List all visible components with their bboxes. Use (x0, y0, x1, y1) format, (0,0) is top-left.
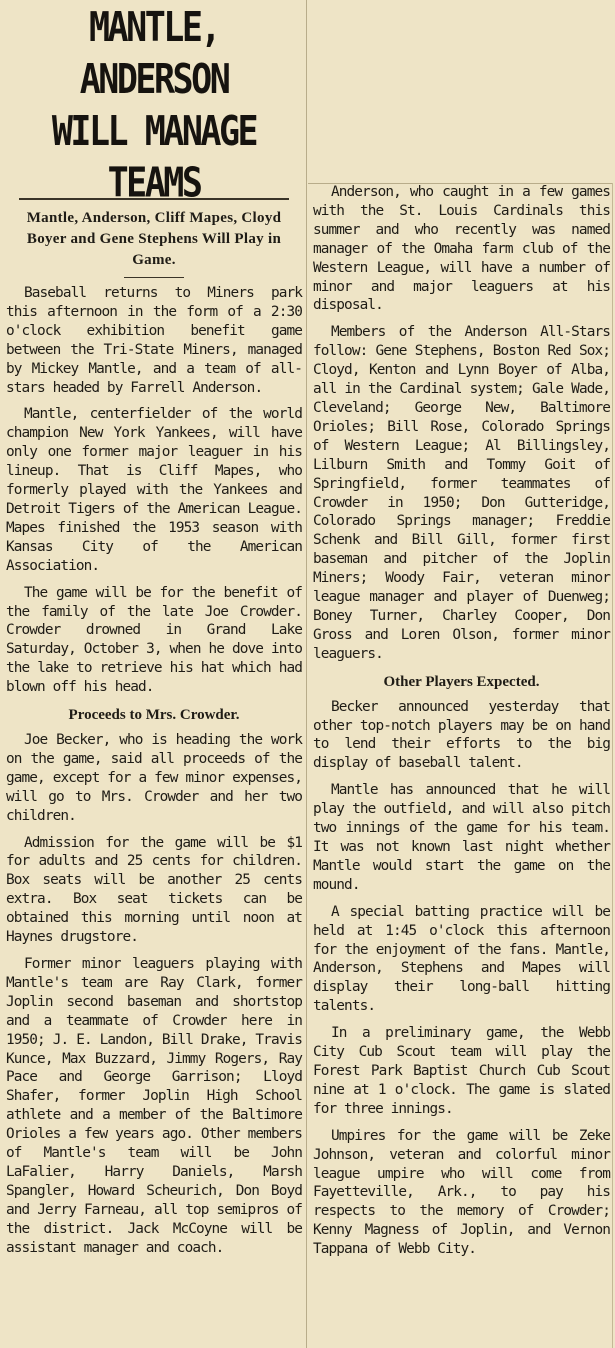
paragraph: A special batting practice will be held at 1:45 o'clock this afternoon for the enjoyment of the fans. Mantle, Anderson, Stephens and Mapes will display their long-ball hitting talents. (313, 903, 610, 1015)
subheading: Proceeds to Mrs. Crowder. (68, 707, 240, 724)
paragraph: Joe Becker, who is heading the work on the game, said all proceeds of the game, except for a few minor expenses, will go to Mrs. Crowder and her two children. (6, 732, 302, 824)
paragraph: Former minor leaguers playing with Mantle's team are Ray Clark, former Joplin second baseman and shortstop and a teammate of Crowder here in 1950; J. E. Landon, Bill Drake, Travis Kunce, Max Buzzard, Jimmy Rogers, Ray Pace and George Garrison; Lloyd Shafer, former Joplin High School athlete and a member of the Baltimore Orioles a few years ago. Other members of Mantle's team will be John LaFalier, Harry Daniels, Marsh Spangler, Howard Scheurich, Don Boyd and Jerry Farneau, all top semipros of the district. Jack McCoyne will be assistant manager and coach. (6, 956, 302, 1256)
paragraph: Admission for the game will be $1 for adults and 25 cents for children. Box seats will be another 25 cents extra. Box seat tickets can be obtained this morning until noon at Haynes drugstore. (6, 834, 302, 946)
column-rule (306, 0, 307, 1348)
paragraph: Anderson, who caught in a few games with the St. Louis Cardinals this summer and who recently was named manager of the Omaha farm club of the Western League, will have a number of minor and major leaguers at his disposal. (313, 184, 610, 314)
paragraph: Members of the Anderson All-Stars follow: Gene Stephens, Boston Red Sox; Cloyd, Kenton and Lynn Boyer of Alba, all in the Cardinal system; Gale Wade, Cleveland; George New, Baltimore Orioles; Bill Rose, Colorado Springs of Western League; Al Billingsley, Lilburn Smith and Tommy Goit of Springfield, former teammates of Crowder in 1950; Don Gutteridge, Colorado Springs manager; Freddie Schenk and Bill Gill, former first baseman and pitcher of the Joplin Miners; Woody Fair, veteran minor league manager and player of Duenweg; Boney Turner, Charley Cooper, Don Gross and Loren Olson, former minor leaguers. (313, 324, 610, 662)
column-edge-rule (612, 183, 613, 1348)
headline (6, 2, 302, 210)
paragraph: Mantle, centerfielder of the world champion New York Yankees, will have only one former major leaguer in his lineup. That is Cliff Mapes, who formerly played with the Yankees and Detroit Tigers of the American League. Mapes finished the 1953 season with Kansas City of the American Association. (6, 406, 302, 574)
column-right (313, 183, 610, 1267)
headline-line-1: MANTLE, ANDERSON (79, 4, 229, 104)
paragraph: Mantle has announced that he will play the outfield, and will also pitch two innings of the game for his team. It was not known last night whether Mantle would start the game on the mound. (313, 782, 610, 893)
paragraph: Becker announced yesterday that other top-notch players may be on hand to lend their efforts to the big display of baseball talent. (313, 698, 610, 772)
column-left (6, 0, 302, 1266)
deck-subheadline: Mantle, Anderson, Cliff Mapes, Cloyd Boyer and Gene Stephens Will Play in Game. (26, 210, 282, 268)
paragraph: The game will be for the benefit of the family of the late Joe Crowder. Crowder drowned in Grand Lake Saturday, October 3, when he dove into the lake to retrieve his hat which had blown off his head. (6, 584, 302, 696)
headline-line-2: WILL MANAGE TEAMS (51, 108, 257, 208)
paragraph: Baseball returns to Miners park this afternoon in the form of a 2:30 o'clock exhibition benefit game between the Tri-State Miners, managed by Mickey Mantle, and a team of all-stars headed by Farrell Anderson. (6, 285, 302, 396)
subheading: Other Players Expected. (383, 673, 540, 690)
paragraph: Umpires for the game will be Zeke Johnson, veteran and colorful minor league umpire who will come from Fayetteville, Ark., to pay his respects to the memory of Crowder; Kenny Magness of Joplin, and Vernon Tappana of Webb City. (313, 1127, 610, 1258)
paragraph: In a preliminary game, the Webb City Cub Scout team will play the Forest Park Baptist Church Cub Scout nine at 1 o'clock. The game is slated for three innings. (313, 1025, 610, 1117)
deck-rule (124, 277, 184, 278)
